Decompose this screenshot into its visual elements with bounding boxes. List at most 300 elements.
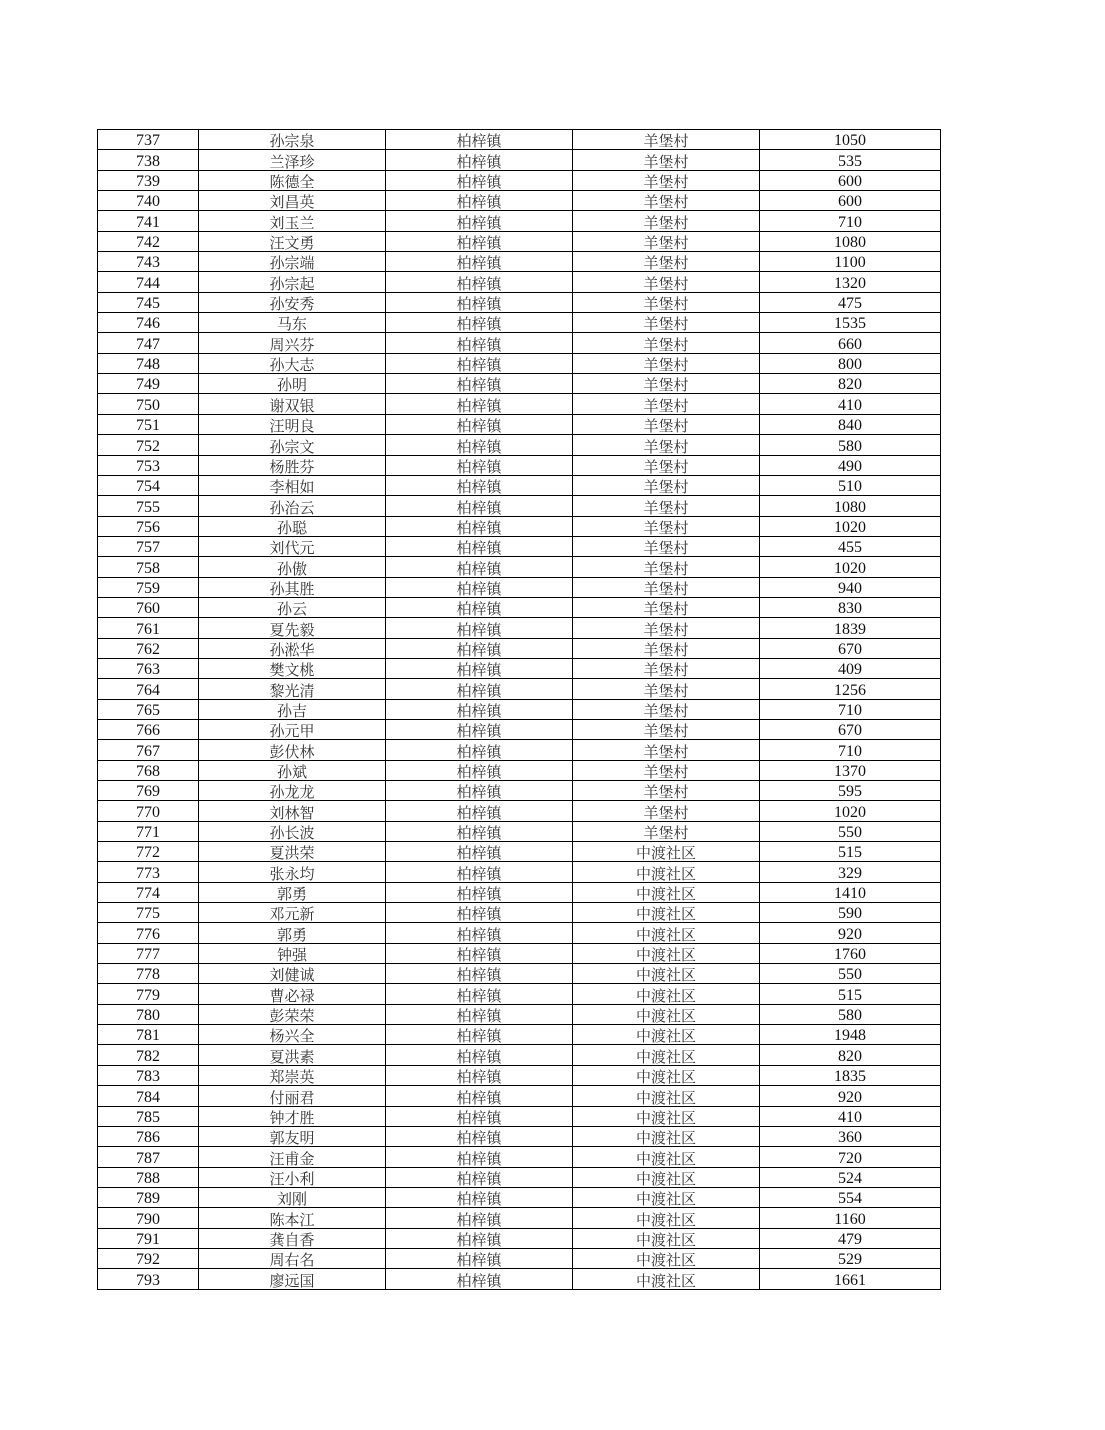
table-row <box>98 1086 941 1106</box>
cell-name: 孙其胜 <box>199 577 386 597</box>
cell-name: 杨兴全 <box>199 1025 386 1045</box>
cell-index: 738 <box>98 150 199 170</box>
cell-name: 周兴芬 <box>199 333 386 353</box>
table-row <box>98 414 941 434</box>
cell-name: 刘玉兰 <box>199 211 386 231</box>
table-row <box>98 475 941 495</box>
table-row <box>98 1208 941 1228</box>
cell-village: 中渡社区 <box>573 842 760 862</box>
cell-amount: 1020 <box>760 557 941 577</box>
table-row <box>98 435 941 455</box>
table-row <box>98 882 941 902</box>
cell-amount: 1020 <box>760 516 941 536</box>
cell-name: 彭伏林 <box>199 740 386 760</box>
cell-amount: 800 <box>760 353 941 373</box>
cell-amount: 820 <box>760 374 941 394</box>
cell-town: 柏梓镇 <box>386 353 573 373</box>
cell-index: 772 <box>98 842 199 862</box>
cell-town: 柏梓镇 <box>386 964 573 984</box>
cell-name: 张永均 <box>199 862 386 882</box>
cell-village: 中渡社区 <box>573 1086 760 1106</box>
cell-village: 中渡社区 <box>573 1167 760 1187</box>
data-table <box>97 129 941 1290</box>
cell-name: 杨胜芬 <box>199 455 386 475</box>
cell-amount: 1020 <box>760 801 941 821</box>
cell-amount: 510 <box>760 475 941 495</box>
cell-name: 刘林智 <box>199 801 386 821</box>
cell-amount: 1839 <box>760 618 941 638</box>
cell-index: 745 <box>98 292 199 312</box>
cell-name: 孙斌 <box>199 760 386 780</box>
cell-amount: 600 <box>760 170 941 190</box>
table-row <box>98 191 941 211</box>
cell-amount: 529 <box>760 1248 941 1268</box>
cell-village: 羊堡村 <box>573 557 760 577</box>
cell-town: 柏梓镇 <box>386 658 573 678</box>
cell-village: 羊堡村 <box>573 170 760 190</box>
cell-name: 郭勇 <box>199 882 386 902</box>
cell-town: 柏梓镇 <box>386 435 573 455</box>
cell-town: 柏梓镇 <box>386 1208 573 1228</box>
cell-amount: 1535 <box>760 313 941 333</box>
cell-town: 柏梓镇 <box>386 191 573 211</box>
cell-village: 羊堡村 <box>573 211 760 231</box>
cell-amount: 1160 <box>760 1208 941 1228</box>
cell-index: 737 <box>98 130 199 150</box>
cell-town: 柏梓镇 <box>386 1106 573 1126</box>
cell-amount: 590 <box>760 903 941 923</box>
cell-village: 羊堡村 <box>573 719 760 739</box>
cell-village: 羊堡村 <box>573 435 760 455</box>
cell-town: 柏梓镇 <box>386 821 573 841</box>
table-row <box>98 781 941 801</box>
cell-town: 柏梓镇 <box>386 231 573 251</box>
cell-index: 761 <box>98 618 199 638</box>
cell-amount: 580 <box>760 1004 941 1024</box>
cell-amount: 515 <box>760 984 941 1004</box>
cell-village: 中渡社区 <box>573 1004 760 1024</box>
cell-amount: 940 <box>760 577 941 597</box>
cell-town: 柏梓镇 <box>386 740 573 760</box>
cell-village: 中渡社区 <box>573 923 760 943</box>
cell-name: 刘刚 <box>199 1187 386 1207</box>
cell-town: 柏梓镇 <box>386 1025 573 1045</box>
cell-index: 757 <box>98 536 199 556</box>
cell-index: 777 <box>98 943 199 963</box>
cell-town: 柏梓镇 <box>386 130 573 150</box>
cell-village: 羊堡村 <box>573 597 760 617</box>
cell-index: 760 <box>98 597 199 617</box>
cell-name: 彭荣荣 <box>199 1004 386 1024</box>
cell-village: 中渡社区 <box>573 964 760 984</box>
cell-index: 784 <box>98 1086 199 1106</box>
cell-name: 孙云 <box>199 597 386 617</box>
cell-amount: 1370 <box>760 760 941 780</box>
cell-amount: 1080 <box>760 496 941 516</box>
cell-amount: 1256 <box>760 679 941 699</box>
cell-amount: 600 <box>760 191 941 211</box>
cell-town: 柏梓镇 <box>386 1228 573 1248</box>
cell-index: 741 <box>98 211 199 231</box>
cell-town: 柏梓镇 <box>386 760 573 780</box>
cell-index: 768 <box>98 760 199 780</box>
cell-town: 柏梓镇 <box>386 1248 573 1268</box>
cell-name: 刘昌英 <box>199 191 386 211</box>
cell-index: 782 <box>98 1045 199 1065</box>
cell-index: 752 <box>98 435 199 455</box>
cell-village: 中渡社区 <box>573 943 760 963</box>
cell-town: 柏梓镇 <box>386 801 573 821</box>
cell-index: 762 <box>98 638 199 658</box>
cell-name: 樊文桃 <box>199 658 386 678</box>
cell-name: 黎光清 <box>199 679 386 699</box>
cell-village: 羊堡村 <box>573 272 760 292</box>
cell-amount: 840 <box>760 414 941 434</box>
cell-town: 柏梓镇 <box>386 557 573 577</box>
cell-name: 兰泽珍 <box>199 150 386 170</box>
cell-amount: 409 <box>760 658 941 678</box>
cell-village: 羊堡村 <box>573 394 760 414</box>
cell-index: 766 <box>98 719 199 739</box>
cell-index: 740 <box>98 191 199 211</box>
cell-name: 孙宗端 <box>199 252 386 272</box>
cell-name: 孙安秀 <box>199 292 386 312</box>
cell-index: 765 <box>98 699 199 719</box>
cell-village: 羊堡村 <box>573 231 760 251</box>
cell-name: 钟强 <box>199 943 386 963</box>
cell-index: 739 <box>98 170 199 190</box>
table-row <box>98 1126 941 1146</box>
cell-index: 755 <box>98 496 199 516</box>
cell-amount: 1320 <box>760 272 941 292</box>
cell-name: 夏洪荣 <box>199 842 386 862</box>
cell-town: 柏梓镇 <box>386 679 573 699</box>
cell-village: 羊堡村 <box>573 516 760 536</box>
cell-town: 柏梓镇 <box>386 150 573 170</box>
cell-index: 744 <box>98 272 199 292</box>
table-row <box>98 374 941 394</box>
cell-town: 柏梓镇 <box>386 618 573 638</box>
cell-name: 刘健诚 <box>199 964 386 984</box>
cell-village: 中渡社区 <box>573 1269 760 1289</box>
cell-village: 羊堡村 <box>573 353 760 373</box>
cell-name: 刘代元 <box>199 536 386 556</box>
cell-amount: 490 <box>760 455 941 475</box>
table-row <box>98 618 941 638</box>
cell-index: 758 <box>98 557 199 577</box>
table-row <box>98 1147 941 1167</box>
cell-amount: 1080 <box>760 231 941 251</box>
table-row <box>98 557 941 577</box>
cell-index: 793 <box>98 1269 199 1289</box>
table-row <box>98 923 941 943</box>
cell-amount: 410 <box>760 1106 941 1126</box>
table-row <box>98 516 941 536</box>
cell-town: 柏梓镇 <box>386 536 573 556</box>
table-row <box>98 1167 941 1187</box>
cell-village: 羊堡村 <box>573 496 760 516</box>
cell-town: 柏梓镇 <box>386 862 573 882</box>
table-row <box>98 1248 941 1268</box>
cell-index: 743 <box>98 252 199 272</box>
cell-name: 龚自香 <box>199 1228 386 1248</box>
cell-village: 羊堡村 <box>573 801 760 821</box>
cell-name: 郑崇英 <box>199 1065 386 1085</box>
cell-village: 中渡社区 <box>573 1126 760 1146</box>
table-row <box>98 638 941 658</box>
cell-village: 中渡社区 <box>573 1065 760 1085</box>
cell-amount: 329 <box>760 862 941 882</box>
cell-name: 马东 <box>199 313 386 333</box>
cell-index: 764 <box>98 679 199 699</box>
cell-village: 羊堡村 <box>573 414 760 434</box>
cell-amount: 479 <box>760 1228 941 1248</box>
cell-index: 774 <box>98 882 199 902</box>
cell-town: 柏梓镇 <box>386 252 573 272</box>
table-body <box>98 130 941 1290</box>
cell-index: 785 <box>98 1106 199 1126</box>
cell-town: 柏梓镇 <box>386 394 573 414</box>
cell-town: 柏梓镇 <box>386 1065 573 1085</box>
table-row <box>98 862 941 882</box>
cell-name: 李相如 <box>199 475 386 495</box>
table-row <box>98 252 941 272</box>
cell-town: 柏梓镇 <box>386 170 573 190</box>
cell-index: 773 <box>98 862 199 882</box>
cell-village: 羊堡村 <box>573 577 760 597</box>
cell-village: 中渡社区 <box>573 1147 760 1167</box>
table-row <box>98 394 941 414</box>
cell-town: 柏梓镇 <box>386 455 573 475</box>
cell-town: 柏梓镇 <box>386 1004 573 1024</box>
table-row <box>98 1025 941 1045</box>
cell-village: 中渡社区 <box>573 1248 760 1268</box>
table-row <box>98 231 941 251</box>
cell-amount: 820 <box>760 1045 941 1065</box>
cell-village: 中渡社区 <box>573 862 760 882</box>
cell-index: 783 <box>98 1065 199 1085</box>
cell-amount: 660 <box>760 333 941 353</box>
cell-amount: 515 <box>760 842 941 862</box>
cell-amount: 710 <box>760 740 941 760</box>
table-row <box>98 1228 941 1248</box>
cell-name: 夏先毅 <box>199 618 386 638</box>
table-row <box>98 842 941 862</box>
cell-index: 753 <box>98 455 199 475</box>
cell-town: 柏梓镇 <box>386 943 573 963</box>
cell-amount: 1835 <box>760 1065 941 1085</box>
table-row <box>98 658 941 678</box>
cell-index: 767 <box>98 740 199 760</box>
cell-name: 孙明 <box>199 374 386 394</box>
cell-name: 汪文勇 <box>199 231 386 251</box>
table-row <box>98 984 941 1004</box>
cell-town: 柏梓镇 <box>386 475 573 495</box>
cell-index: 781 <box>98 1025 199 1045</box>
cell-village: 中渡社区 <box>573 882 760 902</box>
cell-village: 羊堡村 <box>573 252 760 272</box>
cell-town: 柏梓镇 <box>386 923 573 943</box>
cell-name: 孙元甲 <box>199 719 386 739</box>
cell-amount: 920 <box>760 1086 941 1106</box>
cell-index: 779 <box>98 984 199 1004</box>
cell-index: 769 <box>98 781 199 801</box>
cell-name: 孙大志 <box>199 353 386 373</box>
cell-index: 775 <box>98 903 199 923</box>
cell-village: 羊堡村 <box>573 740 760 760</box>
cell-index: 776 <box>98 923 199 943</box>
cell-index: 778 <box>98 964 199 984</box>
cell-amount: 455 <box>760 536 941 556</box>
cell-village: 羊堡村 <box>573 699 760 719</box>
cell-amount: 1410 <box>760 882 941 902</box>
cell-town: 柏梓镇 <box>386 882 573 902</box>
cell-amount: 550 <box>760 964 941 984</box>
cell-amount: 580 <box>760 435 941 455</box>
cell-village: 中渡社区 <box>573 1025 760 1045</box>
cell-index: 780 <box>98 1004 199 1024</box>
cell-village: 羊堡村 <box>573 292 760 312</box>
cell-amount: 830 <box>760 597 941 617</box>
table-row <box>98 1187 941 1207</box>
cell-town: 柏梓镇 <box>386 699 573 719</box>
table-row <box>98 170 941 190</box>
table-row <box>98 272 941 292</box>
cell-amount: 524 <box>760 1167 941 1187</box>
cell-name: 谢双银 <box>199 394 386 414</box>
cell-amount: 670 <box>760 638 941 658</box>
cell-town: 柏梓镇 <box>386 211 573 231</box>
cell-amount: 710 <box>760 699 941 719</box>
cell-name: 孙聪 <box>199 516 386 536</box>
table-row <box>98 455 941 475</box>
table-row <box>98 313 941 333</box>
cell-village: 羊堡村 <box>573 150 760 170</box>
cell-index: 751 <box>98 414 199 434</box>
cell-village: 羊堡村 <box>573 821 760 841</box>
cell-name: 孙治云 <box>199 496 386 516</box>
cell-amount: 1100 <box>760 252 941 272</box>
cell-town: 柏梓镇 <box>386 597 573 617</box>
cell-amount: 535 <box>760 150 941 170</box>
cell-village: 羊堡村 <box>573 658 760 678</box>
cell-amount: 710 <box>760 211 941 231</box>
cell-index: 792 <box>98 1248 199 1268</box>
cell-index: 759 <box>98 577 199 597</box>
cell-amount: 475 <box>760 292 941 312</box>
cell-town: 柏梓镇 <box>386 1167 573 1187</box>
table-row <box>98 964 941 984</box>
cell-amount: 360 <box>760 1126 941 1146</box>
table-row <box>98 740 941 760</box>
cell-name: 钟才胜 <box>199 1106 386 1126</box>
table-row <box>98 536 941 556</box>
cell-name: 汪明良 <box>199 414 386 434</box>
cell-index: 750 <box>98 394 199 414</box>
cell-town: 柏梓镇 <box>386 719 573 739</box>
cell-index: 791 <box>98 1228 199 1248</box>
cell-amount: 670 <box>760 719 941 739</box>
cell-amount: 550 <box>760 821 941 841</box>
cell-town: 柏梓镇 <box>386 374 573 394</box>
table-row <box>98 1106 941 1126</box>
cell-name: 付丽君 <box>199 1086 386 1106</box>
cell-amount: 554 <box>760 1187 941 1207</box>
cell-name: 孙淞华 <box>199 638 386 658</box>
cell-town: 柏梓镇 <box>386 1086 573 1106</box>
cell-village: 羊堡村 <box>573 618 760 638</box>
table-row <box>98 679 941 699</box>
cell-name: 廖远国 <box>199 1269 386 1289</box>
cell-village: 中渡社区 <box>573 1187 760 1207</box>
table-row <box>98 760 941 780</box>
cell-index: 756 <box>98 516 199 536</box>
cell-village: 中渡社区 <box>573 1228 760 1248</box>
cell-name: 郭友明 <box>199 1126 386 1146</box>
cell-town: 柏梓镇 <box>386 272 573 292</box>
cell-name: 陈本江 <box>199 1208 386 1228</box>
cell-town: 柏梓镇 <box>386 1045 573 1065</box>
cell-town: 柏梓镇 <box>386 984 573 1004</box>
cell-village: 中渡社区 <box>573 1106 760 1126</box>
cell-name: 汪小利 <box>199 1167 386 1187</box>
cell-town: 柏梓镇 <box>386 496 573 516</box>
cell-amount: 1050 <box>760 130 941 150</box>
cell-index: 770 <box>98 801 199 821</box>
cell-town: 柏梓镇 <box>386 1147 573 1167</box>
cell-village: 羊堡村 <box>573 313 760 333</box>
table-row <box>98 903 941 923</box>
cell-name: 郭勇 <box>199 923 386 943</box>
table-row <box>98 496 941 516</box>
cell-index: 787 <box>98 1147 199 1167</box>
cell-amount: 1760 <box>760 943 941 963</box>
table-row <box>98 597 941 617</box>
cell-village: 羊堡村 <box>573 333 760 353</box>
cell-village: 羊堡村 <box>573 536 760 556</box>
cell-index: 786 <box>98 1126 199 1146</box>
cell-name: 陈德全 <box>199 170 386 190</box>
table-row <box>98 821 941 841</box>
table-row <box>98 943 941 963</box>
table-row <box>98 1045 941 1065</box>
cell-index: 789 <box>98 1187 199 1207</box>
cell-town: 柏梓镇 <box>386 638 573 658</box>
cell-index: 771 <box>98 821 199 841</box>
cell-index: 742 <box>98 231 199 251</box>
table-row <box>98 801 941 821</box>
table-row <box>98 699 941 719</box>
cell-town: 柏梓镇 <box>386 414 573 434</box>
table-row <box>98 211 941 231</box>
cell-village: 中渡社区 <box>573 1208 760 1228</box>
cell-village: 羊堡村 <box>573 781 760 801</box>
cell-index: 790 <box>98 1208 199 1228</box>
cell-index: 754 <box>98 475 199 495</box>
cell-amount: 920 <box>760 923 941 943</box>
cell-town: 柏梓镇 <box>386 1269 573 1289</box>
cell-name: 汪甫金 <box>199 1147 386 1167</box>
cell-town: 柏梓镇 <box>386 333 573 353</box>
cell-index: 746 <box>98 313 199 333</box>
cell-name: 周右名 <box>199 1248 386 1268</box>
cell-amount: 595 <box>760 781 941 801</box>
cell-town: 柏梓镇 <box>386 577 573 597</box>
table-row <box>98 333 941 353</box>
cell-index: 747 <box>98 333 199 353</box>
cell-amount: 720 <box>760 1147 941 1167</box>
cell-town: 柏梓镇 <box>386 516 573 536</box>
